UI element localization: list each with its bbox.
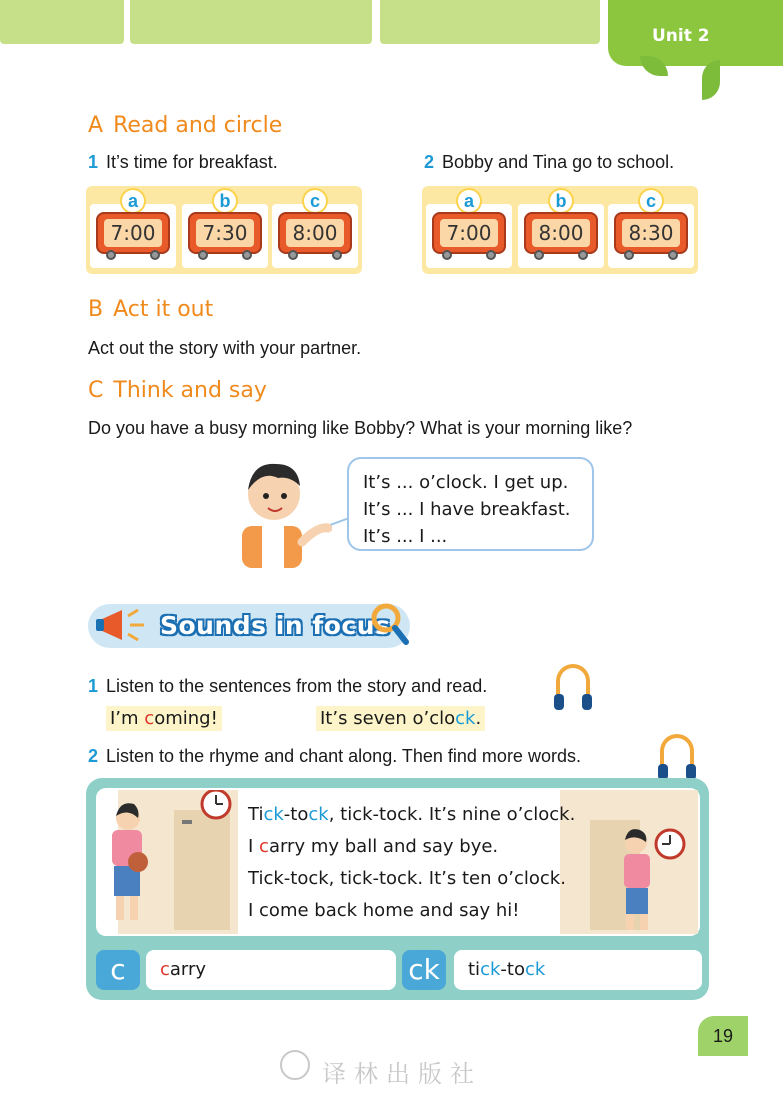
rhyme-line: I come back home and say hi! [248, 900, 520, 921]
clock-time: 7:30 [196, 219, 254, 247]
clock-icon [96, 212, 170, 254]
item-number: 1 [88, 676, 99, 696]
option-badge: b [212, 188, 238, 214]
bubble-line: It’s ... I have breakfast. [363, 499, 571, 520]
rhyme-line: Tick-tock, tick-tock. It’s ten o’clock. [248, 868, 566, 889]
clock-time: 8:30 [622, 219, 680, 247]
clock-panel-1 [86, 186, 362, 274]
question-text: Bobby and Tina go to school. [442, 152, 675, 172]
bubble-line: It’s ... o’clock. I get up. [363, 472, 569, 493]
headphones-icon[interactable] [660, 734, 694, 768]
top-tab-1 [0, 0, 124, 44]
rhyme-line: Tick-tock, tick-tock. It’s nine o’clock. [248, 804, 576, 825]
speech-bubble [347, 457, 594, 551]
sentence-1: I’m coming! [106, 706, 222, 731]
boy-home-illustration [560, 790, 698, 934]
question-text: It’s time for breakfast. [106, 152, 278, 172]
clock-icon [278, 212, 352, 254]
option-b[interactable] [182, 191, 268, 268]
girl-leaving-illustration [98, 790, 238, 934]
option-badge: b [548, 188, 574, 214]
sound-highlight: ck [455, 708, 476, 729]
section-c-heading [88, 378, 267, 403]
bubble-line: It’s ... I ... [363, 526, 448, 547]
page-number: 19 [698, 1016, 748, 1056]
option-c[interactable] [608, 191, 694, 268]
option-a[interactable] [90, 191, 176, 268]
sound-word-ck[interactable]: tick-tock [454, 950, 702, 990]
question-number: 2 [424, 152, 435, 172]
leaf-icon [702, 60, 720, 100]
section-title: Act it out [113, 297, 214, 322]
clock-icon [432, 212, 506, 254]
question-2 [424, 152, 674, 173]
sentence-2: It’s seven o’clock. [316, 706, 485, 731]
item-number: 2 [88, 746, 99, 766]
option-a[interactable] [426, 191, 512, 268]
option-badge: a [120, 188, 146, 214]
option-b[interactable] [518, 191, 604, 268]
sound-highlight: c [144, 708, 155, 729]
sounds-title: Sounds in focus [160, 611, 391, 640]
section-a-heading [88, 113, 282, 138]
question-1 [88, 152, 278, 173]
option-c[interactable] [272, 191, 358, 268]
section-b-heading [88, 297, 213, 322]
unit-label: Unit 2 [652, 26, 710, 46]
sound-key-c: c [96, 950, 140, 990]
clock-time: 7:00 [440, 219, 498, 247]
megaphone-icon [94, 604, 154, 646]
section-letter: B [88, 297, 104, 322]
clock-time: 7:00 [104, 219, 162, 247]
publisher-name: 译林出版社 [322, 1060, 482, 1088]
section-title: Think and say [113, 378, 267, 403]
clock-time: 8:00 [286, 219, 344, 247]
section-letter: A [88, 113, 104, 138]
headphones-icon[interactable] [556, 664, 590, 698]
section-letter: C [88, 378, 104, 403]
top-tab-3 [380, 0, 600, 44]
sounds-item-2 [88, 746, 581, 767]
clock-icon [524, 212, 598, 254]
item-text: Listen to the sentences from the story and read. [106, 676, 488, 696]
publisher-logo-icon [280, 1050, 310, 1080]
option-badge: c [302, 188, 328, 214]
section-title: Read and circle [113, 113, 283, 138]
clock-icon [614, 212, 688, 254]
option-badge: c [638, 188, 664, 214]
question-number: 1 [88, 152, 99, 172]
rhyme-line: I carry my ball and say bye. [248, 836, 499, 857]
boy-illustration [232, 456, 332, 568]
sound-key-ck: ck [402, 950, 446, 990]
clock-icon [188, 212, 262, 254]
sound-word-c[interactable]: carry [146, 950, 396, 990]
clock-time: 8:00 [532, 219, 590, 247]
top-tab-2 [130, 0, 372, 44]
item-text: Listen to the rhyme and chant along. Then find more words. [106, 746, 581, 766]
clock-panel-2 [422, 186, 698, 274]
option-badge: a [456, 188, 482, 214]
section-b-text: Act out the story with your partner. [88, 338, 362, 358]
sounds-item-1 [88, 676, 487, 697]
section-c-text: Do you have a busy morning like Bobby? What is your morning like? [88, 418, 633, 438]
magnifier-icon [368, 600, 412, 648]
